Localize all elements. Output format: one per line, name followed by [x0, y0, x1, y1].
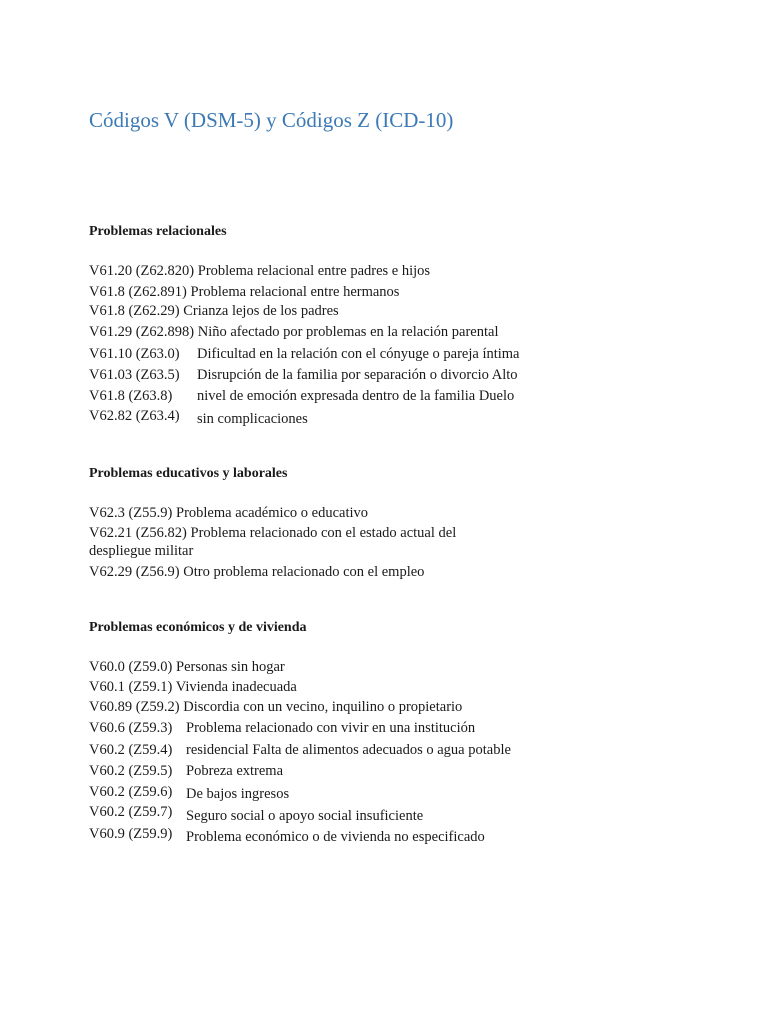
code: V60.2 (Z59.5) — [89, 763, 173, 779]
list-item — [89, 387, 515, 405]
list-item — [89, 323, 499, 341]
list-item — [89, 302, 339, 320]
description: Vivienda inadecuada — [175, 679, 297, 695]
code: V61.10 (Z63.0) — [89, 346, 180, 362]
list-item — [89, 345, 520, 363]
description: residencial Falta de alimentos adecuados o agua potable — [186, 742, 511, 758]
code: V61.03 (Z63.5) — [89, 367, 180, 383]
code: V62.29 (Z56.9) — [89, 564, 180, 580]
description: Disrupción de la familia por separación o divorcio Alto — [197, 367, 518, 383]
description: Problema relacionado con el estado actual del — [190, 525, 457, 541]
description: Problema relacional entre hermanos — [190, 284, 400, 300]
description: sin complicaciones — [197, 411, 308, 427]
list-item — [89, 563, 424, 581]
description: nivel de emoción expresada dentro de la familia Duelo — [197, 388, 515, 404]
list-item — [89, 407, 308, 427]
code: V60.89 (Z59.2) — [89, 699, 180, 715]
section-heading-educativos: Problemas educativos y laborales — [89, 466, 288, 481]
description: Seguro social o apoyo social insuficiente — [186, 808, 424, 824]
description: De bajos ingresos — [186, 786, 290, 802]
description: Niño afectado por problemas en la relación parental — [197, 324, 499, 340]
code: V62.82 (Z63.4) — [89, 408, 180, 424]
code: V60.2 (Z59.4) — [89, 742, 173, 758]
code: V61.8 (Z62.29) — [89, 303, 180, 319]
list-item — [89, 741, 511, 759]
code: V61.20 (Z62.820) — [89, 263, 195, 279]
list-item — [89, 825, 485, 845]
list-item — [89, 366, 518, 384]
code: V62.21 (Z56.82) — [89, 525, 187, 541]
code: V61.8 (Z62.891) — [89, 284, 187, 300]
list-item — [89, 783, 290, 802]
section-heading-relacionales: Problemas relacionales — [89, 224, 227, 239]
list-item — [89, 719, 476, 737]
code: V60.0 (Z59.0) — [89, 659, 173, 675]
description: Problema relacional entre padres e hijos — [197, 263, 431, 279]
code: V60.2 (Z59.6) — [89, 784, 173, 800]
description: Discordia con un vecino, inquilino o propietario — [183, 699, 463, 715]
description: Problema relacionado con vivir en una institución — [186, 720, 476, 736]
description: Personas sin hogar — [176, 659, 285, 675]
list-item — [89, 283, 399, 301]
list-item — [89, 698, 462, 716]
code: V60.1 (Z59.1) — [89, 679, 173, 695]
list-item — [89, 504, 368, 522]
code: V60.9 (Z59.9) — [89, 826, 173, 842]
code: V60.2 (Z59.7) — [89, 804, 173, 820]
code: V60.6 (Z59.3) — [89, 720, 173, 736]
description: Pobreza extrema — [186, 763, 284, 779]
description: Problema académico o educativo — [176, 505, 369, 521]
code: V61.29 (Z62.898) — [89, 324, 195, 340]
list-item — [89, 542, 193, 560]
list-item — [89, 524, 456, 542]
code: V61.8 (Z63.8) — [89, 388, 173, 404]
list-item — [89, 803, 424, 824]
page-title: Códigos V (DSM-5) y Códigos Z (ICD-10) — [89, 108, 454, 132]
description: Otro problema relacionado con el empleo — [183, 564, 425, 580]
description: despliegue militar — [89, 543, 194, 559]
description: Problema económico o de vivienda no especificado — [186, 829, 485, 845]
section-heading-economicos: Problemas económicos y de vivienda — [89, 620, 307, 635]
description: Crianza lejos de los padres — [183, 303, 339, 319]
list-item — [89, 262, 430, 280]
description: Dificultad en la relación con el cónyuge o pareja íntima — [197, 346, 520, 362]
code: V62.3 (Z55.9) — [89, 505, 173, 521]
list-item — [89, 678, 297, 696]
list-item — [89, 762, 284, 780]
list-item — [89, 658, 285, 676]
